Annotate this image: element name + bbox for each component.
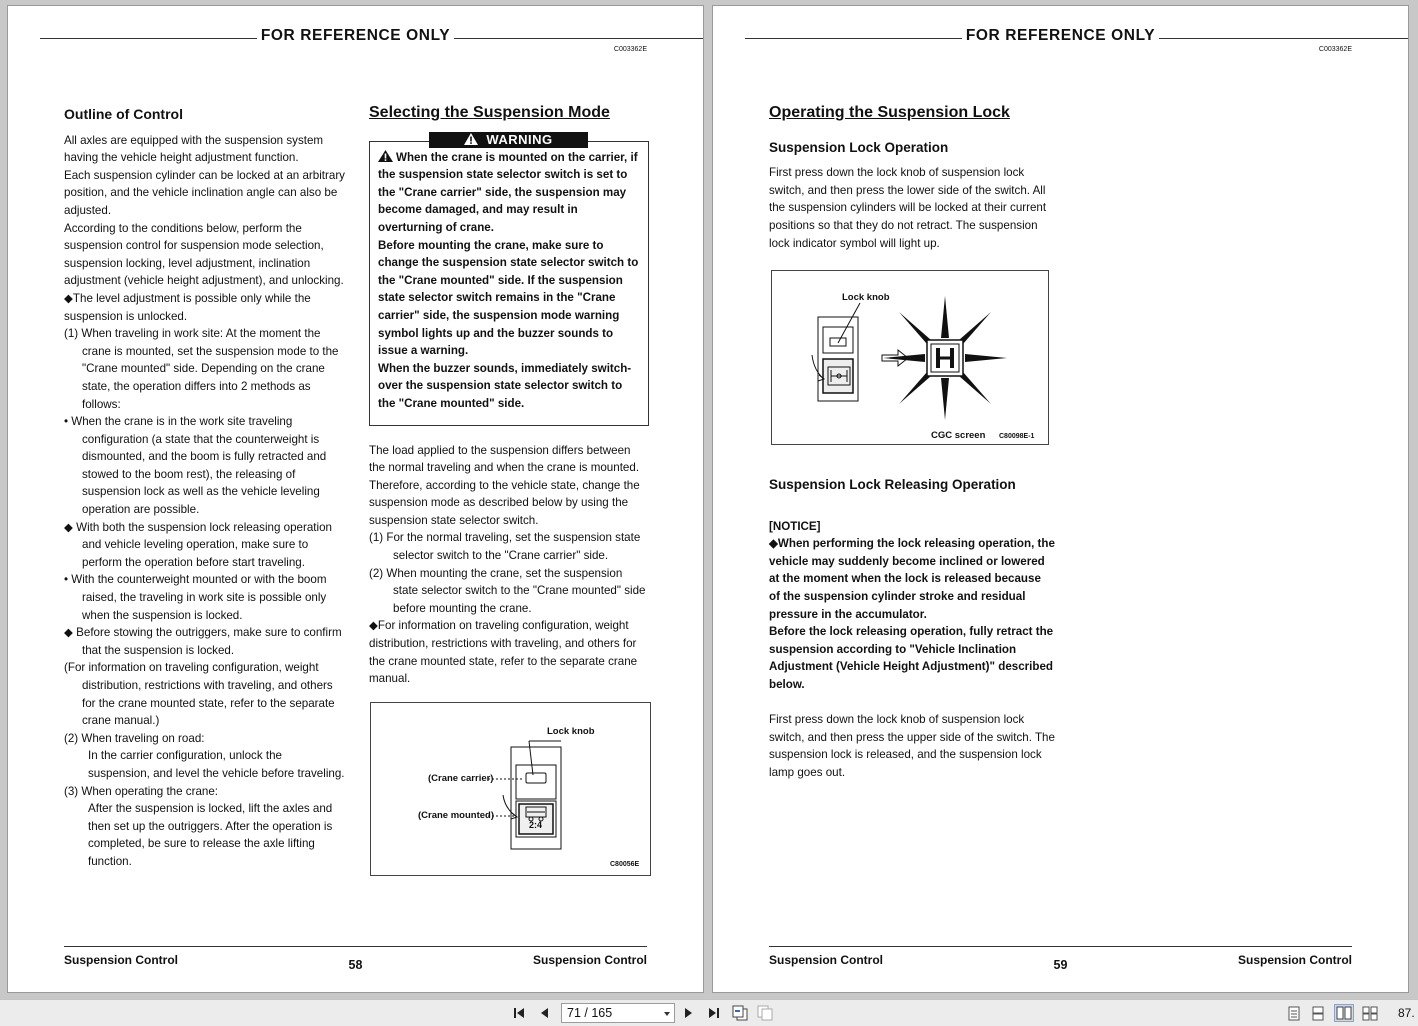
crane-mounted-label: (Crane mounted) <box>418 810 494 821</box>
first-page-button[interactable] <box>510 1004 530 1022</box>
mode-heading: Selecting the Suspension Mode <box>369 104 610 121</box>
outline-heading: Outline of Control <box>64 106 183 122</box>
lock-switch-drawing <box>772 271 1050 446</box>
footer-left-title: Suspension Control <box>64 953 178 967</box>
mode-paragraph: ◆For information on traveling configuration, weight distribution, restrictions with traveling, and others for the crane mounted state, refer to the separate crane manual. <box>369 619 638 686</box>
release-text: First press down the lock knob of suspension lock switch, and then press the upper side of the switch. The suspension lock is released, and the suspension lock lamp goes out. <box>769 713 1055 779</box>
header-banner: FOR REFERENCE ONLY <box>713 27 1408 45</box>
first-page-icon <box>513 1007 527 1019</box>
outline-paragraph: ◆ Before stowing the outriggers, make sure to confirm that the suspension is locked. <box>64 626 342 657</box>
viewer-toolbar <box>0 999 1418 1026</box>
cgc-screen-label: CGC screen <box>931 430 986 441</box>
previous-page-icon <box>540 1007 550 1019</box>
page-number: 58 <box>348 958 363 972</box>
next-view-icon <box>756 1005 774 1021</box>
warning-box <box>369 131 649 426</box>
lock-knob-label: Lock knob <box>842 292 890 303</box>
mode-body <box>369 442 649 688</box>
selector-switch-drawing <box>371 703 652 877</box>
single-page-view-button[interactable] <box>1284 1004 1304 1022</box>
outline-paragraph: (For information on traveling configuration, weight distribution, restrictions with traveling, and others for the crane mounted state, refer to the separate crane manual.) <box>64 661 335 728</box>
document-page-right <box>712 5 1409 993</box>
outline-paragraph: (1) When traveling in work site: At the moment the crane is mounted, set the suspension mode to the "Crane mounted" side. Depending on the crane state, the operation differs into 2 methods as follows: <box>64 327 339 411</box>
previous-view-icon <box>731 1005 749 1021</box>
lock-knob-label: Lock knob <box>547 726 595 737</box>
footer-left-title: Suspension Control <box>769 953 883 967</box>
mode-paragraph: (2) When mounting the crane, set the suspension state selector switch to the "Crane mounted" side before mounting the crane. <box>369 566 646 615</box>
outline-body <box>64 132 346 871</box>
notice-paragraph: ◆When performing the lock releasing operation, the vehicle may suddenly become inclined or lowered at the moment when the lock is released because of the suspension cylinder stroke and residual pressure in the accumulator. <box>769 537 1055 621</box>
header-banner: FOR REFERENCE ONLY <box>8 27 703 45</box>
outline-paragraph: • When the crane is in the work site traveling configuration (a state that the counterweight is dismounted, and the boom is fully retracted and stowed to the boom rest), the releasing of suspension lock as well as the vehicle leveling operation are possible. <box>64 415 327 517</box>
two-page-continuous-button[interactable] <box>1360 1004 1380 1022</box>
notice-label: [NOTICE] <box>769 519 821 533</box>
lock-operation-heading: Suspension Lock Operation <box>769 139 949 155</box>
warning-label: WARNING <box>429 132 588 148</box>
page-dropdown-icon <box>664 1012 670 1016</box>
continuous-page-icon <box>1312 1006 1324 1021</box>
previous-page-button[interactable] <box>535 1004 555 1022</box>
mode-paragraph: The load applied to the suspension differs between the normal traveling and when the crane is mounted. Therefore, according to the vehicle state, change the suspension mode as described below by using the suspension state selector switch. <box>369 443 640 527</box>
warning-body <box>378 149 640 413</box>
page-number-input[interactable]: 71 / 165 <box>561 1003 675 1023</box>
lock-column <box>769 104 1055 252</box>
footer-rule <box>769 946 1352 947</box>
zoom-level[interactable]: 87. <box>1398 1006 1415 1020</box>
go-back-view-button[interactable] <box>730 1004 750 1022</box>
lock-main-heading: Operating the Suspension Lock <box>769 104 1010 121</box>
selector-switch-figure <box>370 702 651 876</box>
last-page-icon <box>706 1007 720 1019</box>
outline-column <box>64 106 346 871</box>
warning-paragraph: When the crane is mounted on the carrier, if the suspension state selector switch is set to the "Crane carrier" side, the suspension may become damaged, and may result in overturning of crane. <box>378 150 638 234</box>
two-page-view-button[interactable] <box>1334 1004 1354 1022</box>
outline-paragraph: • With the counterweight mounted or with the boom raised, the traveling in work site is possible only when the suspension is locked. <box>64 573 327 622</box>
outline-paragraph: According to the conditions below, perform the suspension control for suspension mode selection, suspension locking, level adjustment, inclination adjustment (vehicle height adjustment), and unlocking. <box>64 221 344 288</box>
lock-operation-text: First press down the lock knob of suspension lock switch, and then press the lower side of the switch. All the suspension cylinders will be locked at their current positions so that they do not retract. The suspension lock indicator symbol will light up. <box>769 166 1047 250</box>
document-code: C003362E <box>613 46 647 53</box>
footer-right-title: Suspension Control <box>533 953 647 967</box>
warning-paragraph: Before mounting the crane, make sure to change the suspension state selector switch to the "Crane mounted" side. If the suspension state selector switch remains in the "Crane carrier" side, the suspension mode warning symbol lights up and the buzzer sounds to issue a warning. <box>378 238 639 358</box>
outline-paragraph: ◆ With both the suspension lock releasing operation and vehicle leveling operation, make sure to perform the operation before start traveling. <box>64 520 332 569</box>
page-number: 59 <box>1053 958 1068 972</box>
switch-position-label: 2:4 <box>529 820 543 830</box>
document-code: C003362E <box>1318 46 1352 53</box>
figure-code: C80098E-1 <box>999 433 1035 440</box>
outline-paragraph: Each suspension cylinder can be locked at an arbitrary position, and the vehicle inclination angle can also be adjusted. <box>64 168 345 217</box>
notice-body <box>769 535 1055 693</box>
outline-paragraph: After the suspension is locked, lift the axles and then set up the outriggers. After the operation is completed, be sure to release the axle lifting function. <box>88 802 333 868</box>
figure-code: C80056E <box>610 861 640 868</box>
single-page-icon <box>1288 1006 1300 1021</box>
two-page-icon <box>1336 1006 1352 1020</box>
last-page-button[interactable] <box>703 1004 723 1022</box>
notice-paragraph: Before the lock releasing operation, fully retract the suspension according to "Vehicle Inclination Adjustment (Vehicle Height Adjustment)" described below. <box>769 625 1054 691</box>
outline-paragraph: (3) When operating the crane: <box>64 784 219 798</box>
outline-paragraph: All axles are equipped with the suspension system having the vehicle height adjustment function. <box>64 133 324 165</box>
next-page-button[interactable] <box>678 1004 698 1022</box>
two-page-continuous-icon <box>1362 1006 1378 1021</box>
go-forward-view-button[interactable] <box>755 1004 775 1022</box>
release-heading: Suspension Lock Releasing Operation <box>769 477 1016 492</box>
continuous-view-button[interactable] <box>1308 1004 1328 1022</box>
mode-column <box>369 104 649 688</box>
warning-inline-icon <box>378 150 393 162</box>
warning-paragraph: When the buzzer sounds, immediately switch-over the suspension state selector switch to the "Crane mounted" side. <box>378 361 632 410</box>
mode-paragraph: (1) For the normal traveling, set the suspension state selector switch to the "Crane carrier" side. <box>369 531 641 563</box>
release-column <box>769 476 1055 782</box>
footer-right-title: Suspension Control <box>1238 953 1352 967</box>
document-page-left <box>7 5 704 993</box>
outline-paragraph: ◆The level adjustment is possible only while the suspension is unlocked. <box>64 291 311 323</box>
next-page-icon <box>683 1007 693 1019</box>
warning-triangle-icon <box>464 133 478 145</box>
outline-paragraph: In the carrier configuration, unlock the suspension, and level the vehicle before traveling. <box>88 749 345 780</box>
crane-carrier-label: (Crane carrier) <box>428 773 494 784</box>
lock-switch-figure <box>771 270 1049 445</box>
outline-paragraph: (2) When traveling on road: <box>64 731 205 745</box>
footer-rule <box>64 946 647 947</box>
